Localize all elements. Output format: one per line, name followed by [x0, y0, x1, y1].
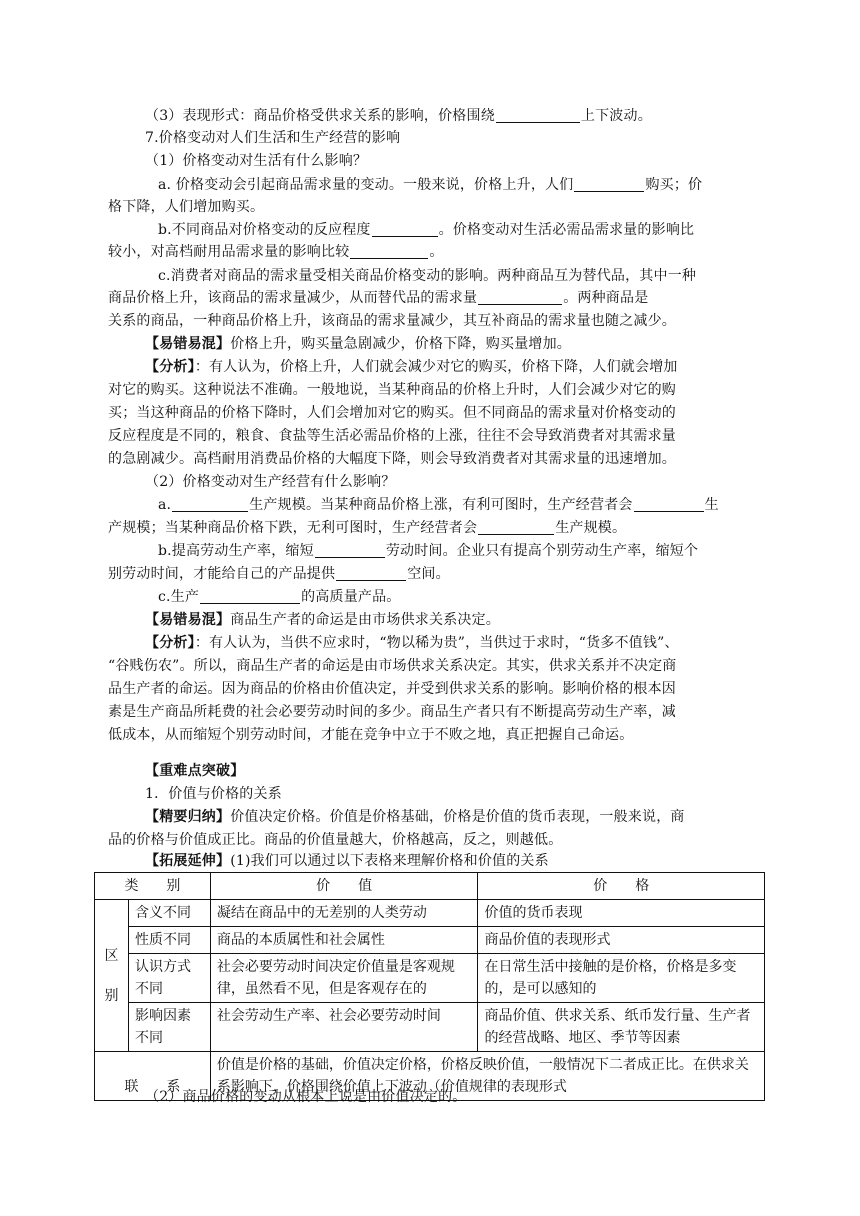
text-line: 【分析】：有人认为，价格上升，人们就会减少对它的购买，价格下降，人们就会增加: [145, 359, 678, 375]
text-line: 品生产者的命运。因为商品的价格由价值决定，并受到供求关系的影响。影响价格的根本因: [108, 681, 676, 697]
comparison-table: [94, 872, 765, 1101]
fill-blank: [315, 543, 385, 558]
row-value: 凝结在商品中的无差别的人类劳动: [210, 900, 478, 927]
text-line: 关系的商品，一种商品价格上升，该商品的需求量减少，其互补商品的需求量也随之减少。: [108, 313, 676, 329]
text-line: “谷贱伤农”。所以，商品生产者的命运是由市场供求关系决定。其实，供求关系并不决定商: [108, 658, 677, 674]
text-line: 对它的购买。这种说法不准确。一般地说，当某种商品的价格上升时，人们会减少对它的购: [108, 382, 676, 398]
text-line: 格下降，人们增加购买。: [108, 199, 265, 215]
subsection-heading: （1）价格变动对生活有什么影响？: [145, 153, 368, 169]
fill-blank: [200, 589, 300, 604]
text-line: 【拓展延伸】(1)我们可以通过以下表格来理解价格和价值的关系: [145, 853, 549, 869]
row-value: 商品的本质属性和社会属性: [210, 927, 478, 954]
row-category: 性质不同: [128, 927, 210, 954]
text-line: b.不同商品对价格变动的反应程度 。价格变动对生活必需品需求量的影响比: [158, 222, 695, 238]
fill-blank: [172, 497, 248, 512]
text-line: 产规模；当某种商品价格下跌，无利可图时，生产经营者会 生产规模。: [108, 520, 627, 536]
text-line: 【分析】：有人认为，当供不应求时，“物以稀为贵”，当供过于求时，“货多不值钱”、: [145, 635, 679, 651]
fill-blank: [372, 222, 438, 237]
table-header-row: [95, 873, 765, 900]
text-line: 商品价格上升，该商品的需求量减少，从而替代品的需求量 。两种商品是: [108, 290, 649, 306]
row-price: 商品价值、供求关系、纸币发行量、生产者的经营战略、地区、季节等因素: [478, 1003, 765, 1052]
fill-blank: [336, 566, 406, 581]
text-line: 低成本，从而缩短个别劳动时间，才能在竞争中立于不败之地，真正把握自己命运。: [108, 727, 634, 743]
row-category: 含义不同: [128, 900, 210, 927]
header-price: 价 格: [478, 873, 765, 900]
text-line: 买；当这种商品的价格下降时，人们会增加对它的购买。但不同商品的需求量对价格变动的: [108, 405, 676, 421]
link-label: 联 系: [95, 1052, 211, 1101]
fill-blank: [478, 520, 554, 535]
text-line: c.消费者对商品的需求量受相关商品价格变动的影响。两种商品互为替代品，其中一种: [158, 268, 697, 284]
section-heading: 1．价值与价格的关系: [145, 786, 282, 802]
fill-blank: [574, 177, 644, 192]
section-heading: 7.价格变动对人们生活和生产经营的影响: [145, 130, 401, 146]
table-row: [95, 900, 765, 927]
text-line: 【易错易混】商品生产者的命运是由市场供求关系决定。: [145, 612, 501, 628]
row-value: 社会必要劳动时间决定价值量是客观规律，虽然看不见，但是客观存在的: [210, 954, 478, 1003]
subsection-heading: （2）价格变动对生产经营有什么影响？: [145, 474, 396, 490]
row-price: 在日常生活中接触的是价格，价格是多变的，是可以感知的: [478, 954, 765, 1003]
text-line: 【易错易混】价格上升，购买量急剧减少，价格下降，购买量增加。: [145, 336, 572, 352]
text-line: a. 生产规模。当某种商品价格上涨，有利可图时，生产经营者会 生: [158, 497, 719, 513]
table-row: [95, 1003, 765, 1052]
fill-blank: [496, 108, 580, 123]
header-value: 价 值: [210, 873, 478, 900]
section-heading: 【重难点突破】: [145, 763, 245, 779]
link-text: 价值是价格的基础，价值决定价格，价格反映价值，一般情况下二者成正比。在供求关系影响下，价格围绕价值上下波动（价值规律的表现形式: [210, 1052, 764, 1101]
text-line: （2）商品价格的变动从根本上说是由价值决定的。: [145, 1089, 467, 1105]
fill-blank: [350, 244, 428, 259]
text-line: 别劳动时间，才能给自己的产品提供 空间。: [108, 566, 450, 582]
row-price: 价值的货币表现: [478, 900, 765, 927]
fill-blank: [478, 290, 562, 305]
row-value: 社会劳动生产率、社会必要劳动时间: [210, 1003, 478, 1052]
header-category: 类 别: [95, 873, 211, 900]
difference-group-label: 区 别: [95, 900, 129, 1052]
text-line: 反应程度是不同的，粮食、食盐等生活必需品价格的上涨，往往不会导致消费者对其需求量: [108, 428, 676, 444]
text-line: 品的价格与价值成正比。商品的价值量越大，价格越高，反之，则越低。: [108, 832, 563, 848]
text-line: a. 价格变动会引起商品需求量的变动。一般来说，价格上升，人们 购买；价: [158, 177, 703, 193]
table-row: [95, 927, 765, 954]
fill-blank: [634, 497, 704, 512]
row-price: 商品价值的表现形式: [478, 927, 765, 954]
text-line: 素是生产商品所耗费的社会必要劳动时间的多少。商品生产者只有不断提高劳动生产率，减: [108, 704, 676, 720]
text-line: c.生产 的高质量产品。: [158, 589, 401, 605]
text-line: 【精要归纳】价值决定价格。价值是价格基础，价格是价值的货币表现，一般来说，商: [145, 809, 685, 825]
table-row: [95, 954, 765, 1003]
text-line: 的急剧减少。高档耐用消费品价格的大幅度下降，则会导致消费者对其需求量的迅速增加。: [108, 451, 676, 467]
text-line: （3）表现形式：商品价格受供求关系的影响，价格围绕 上下波动。: [145, 108, 652, 124]
text-line: 较小，对高档耐用品需求量的影响比较 。: [108, 244, 444, 260]
text-line: b.提高劳动生产率，缩短 劳动时间。企业只有提高个别劳动生产率，缩短个: [158, 543, 699, 559]
row-category: 认识方式不同: [128, 954, 210, 1003]
row-category: 影响因素不同: [128, 1003, 210, 1052]
